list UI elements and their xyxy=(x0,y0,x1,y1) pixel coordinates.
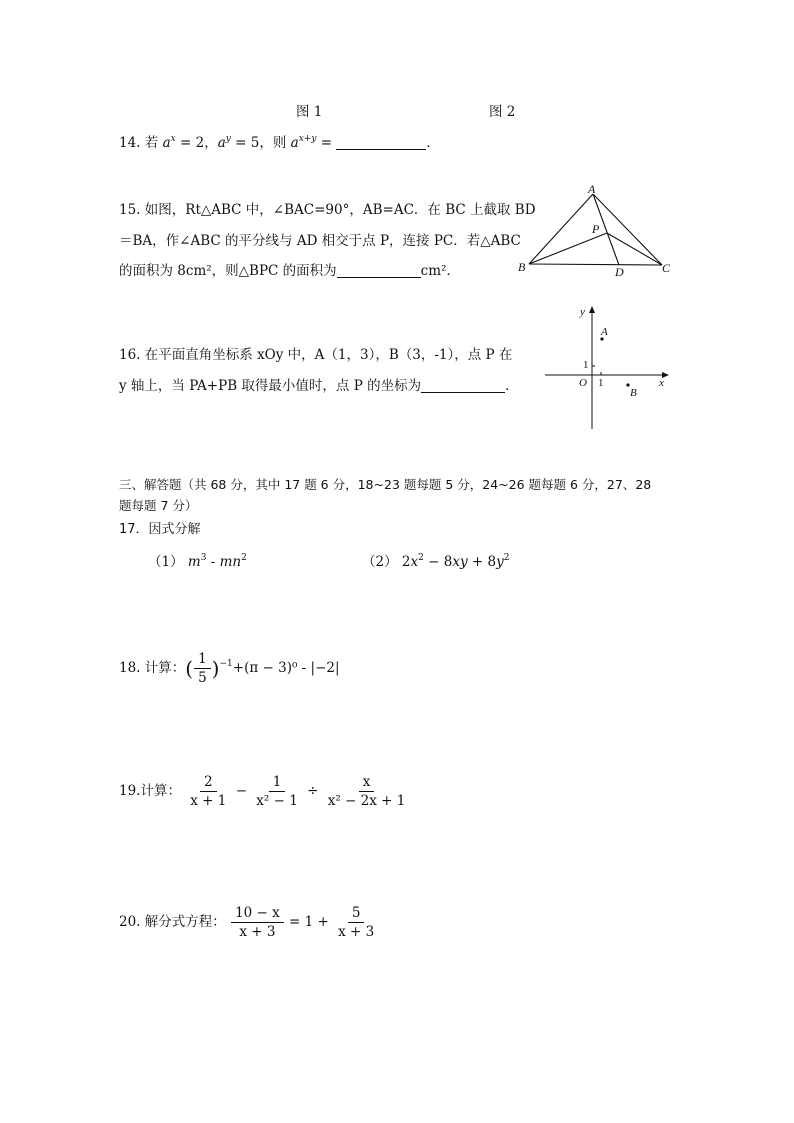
q20-fraction-2: $\frac{5}{x + 3}$ xyxy=(338,905,375,940)
question-20: 20. 解分式方程： $\frac{10 - x}{x + 3}$ = 1 + $\frac{5}{x + 3}$ xyxy=(119,904,379,941)
section-3-heading-line-1: 三、解答题（共 68 分，其中 17 题 6 分，18~23 题每题 5 分，24~26 题每题 6 分，27、28 xyxy=(119,477,652,492)
q18-fraction: $\frac{1}{5}$ xyxy=(194,650,211,687)
q19-fraction-1: $\frac{2}{x + 1}$ xyxy=(190,774,227,809)
q19-fraction-2: $\frac{1}{\text{x² − 1}}$ xyxy=(256,774,298,809)
label-y-one: 1 xyxy=(583,359,589,371)
question-17-part-2: （2） $2x^2 - 8xy + 8y^2$ xyxy=(362,553,510,570)
label-d: D xyxy=(615,265,624,279)
y-axis-arrow xyxy=(589,306,595,313)
q14-answer-blank[interactable] xyxy=(336,135,426,150)
label-a: A xyxy=(588,183,596,196)
q14-number: 14. xyxy=(119,135,141,151)
segment-pc xyxy=(607,233,662,265)
q15-answer-blank[interactable] xyxy=(337,263,421,278)
segment-bc xyxy=(529,264,662,265)
q16-coordinate-figure xyxy=(540,300,674,432)
segment-ac xyxy=(593,194,662,265)
label-point-b: B xyxy=(630,387,637,399)
q15-triangle-figure xyxy=(512,183,682,283)
question-14: 14. 若 $a^x = 2$，$a^y = 5$，则 $a^{x+y}$ = ． xyxy=(119,134,440,151)
q16-answer-blank[interactable] xyxy=(421,378,505,393)
question-17-part-1: （1） $m^3 - mn^2$ xyxy=(148,553,247,570)
segment-bp xyxy=(529,233,607,264)
question-15-line-2: ＝BA，作∠ABC 的平分线与 AD 相交于点 P，连接 PC．若△ABC xyxy=(119,233,521,249)
question-16-line-1: 16. 在平面直角坐标系 xOy 中，A（1，3），B（3，-1），点 P 在 xyxy=(119,347,513,363)
label-x: x xyxy=(659,377,664,389)
q20-fraction-1: $\frac{10 - x}{x + 3}$ xyxy=(231,904,284,941)
question-16-line-2: y 轴上，当 PA+PB 取得最小值时，点 P 的坐标为 ． xyxy=(119,378,519,394)
question-17-title: 17．因式分解 xyxy=(119,522,201,537)
segment-ab xyxy=(529,194,593,264)
figure-1-caption: 图 1 xyxy=(296,104,323,120)
label-c: C xyxy=(662,261,671,275)
q19-fraction-3: $\frac{x}{\text{x² − 2x + 1}}$ xyxy=(327,774,406,809)
figure-2-caption: 图 2 xyxy=(489,104,516,120)
label-p: P xyxy=(592,222,600,236)
question-15-line-1: 15. 如图，Rt△ABC 中，∠BAC=90°，AB=AC．在 BC 上截取 BD xyxy=(119,202,536,218)
question-18: 18. 计算：( $\frac{1}{5}$ )$^{-1}$+(π − 3)⁰ - |−2| xyxy=(119,651,340,686)
label-origin: O xyxy=(579,377,587,389)
label-y: y xyxy=(580,306,585,318)
section-3-heading-line-2: 题每题 7 分） xyxy=(119,498,198,513)
question-19: 19.计算： $\frac{2}{x + 1}$ − $\frac{1}{\text{x² − 1}}$ ÷ $\frac{x}{\text{x² − 2x + 1}}$ xyxy=(119,773,410,810)
question-15-line-3: 的面积为 8cm²，则△BPC 的面积为 cm²． xyxy=(119,263,460,279)
label-point-a: A xyxy=(601,326,608,338)
label-b: B xyxy=(518,260,526,274)
label-x-one: 1 xyxy=(598,377,604,389)
